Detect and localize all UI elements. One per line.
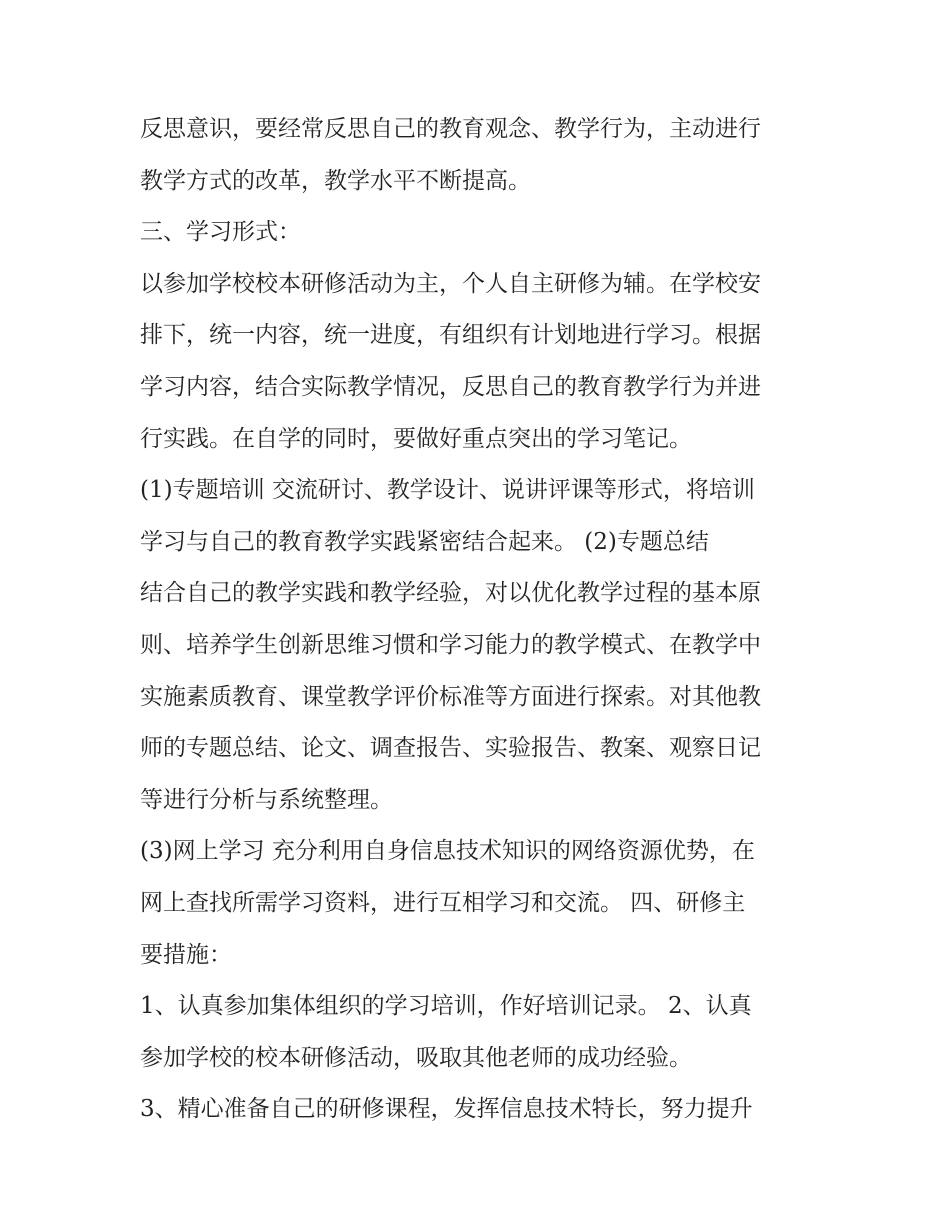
text-line: 则、培养学生创新思维习惯和学习能力的教学模式、在教学中 [140, 631, 761, 658]
text-line: 以参加学校校本研修活动为主，个人自主研修为辅。在学校安 [140, 270, 761, 297]
text-line: 排下，统一内容，统一进度，有组织有计划地进行学习。根据 [140, 322, 761, 349]
text-line: (1)专题培训 交流研讨、教学设计、说讲评课等形式，将培训 [140, 477, 755, 504]
text-line: 1、认真参加集体组织的学习培训，作好培训记录。 2、认真 [140, 993, 752, 1020]
text-line: 3、精心准备自己的研修课程，发挥信息技术特长，努力提升 [140, 1096, 753, 1123]
section-heading: 三、学习形式： [140, 219, 301, 246]
text-line: 教学方式的改革，教学水平不断提高。 [140, 167, 531, 194]
text-line: 学习内容，结合实际教学情况，反思自己的教育教学行为并进 [140, 373, 761, 400]
text-line: 行实践。在自学的同时，要做好重点突出的学习笔记。 [140, 425, 692, 452]
text-line: 结合自己的教学实践和教学经验，对以优化教学过程的基本原 [140, 580, 761, 607]
text-line: 参加学校的校本研修活动，吸取其他老师的成功经验。 [140, 1044, 692, 1071]
text-line: 网上查找所需学习资料，进行互相学习和交流。 四、研修主 [140, 889, 746, 916]
text-line: 要措施： [140, 941, 232, 968]
text-line: 师的专题总结、论文、调查报告、实验报告、教案、观察日记 [140, 735, 761, 762]
text-line: 实施素质教育、课堂教学评价标准等方面进行探索。对其他教 [140, 683, 761, 710]
text-line: 学习与自己的教育教学实践紧密结合起来。 (2)专题总结 [140, 528, 709, 555]
text-line: 反思意识，要经常反思自己的教育观念、教学行为，主动进行 [140, 116, 761, 142]
document-body [140, 104, 820, 1136]
text-line: (3)网上学习 充分利用自身信息技术知识的网络资源优势，在 [140, 838, 755, 865]
text-line: 等进行分析与系统整理。 [140, 786, 393, 813]
